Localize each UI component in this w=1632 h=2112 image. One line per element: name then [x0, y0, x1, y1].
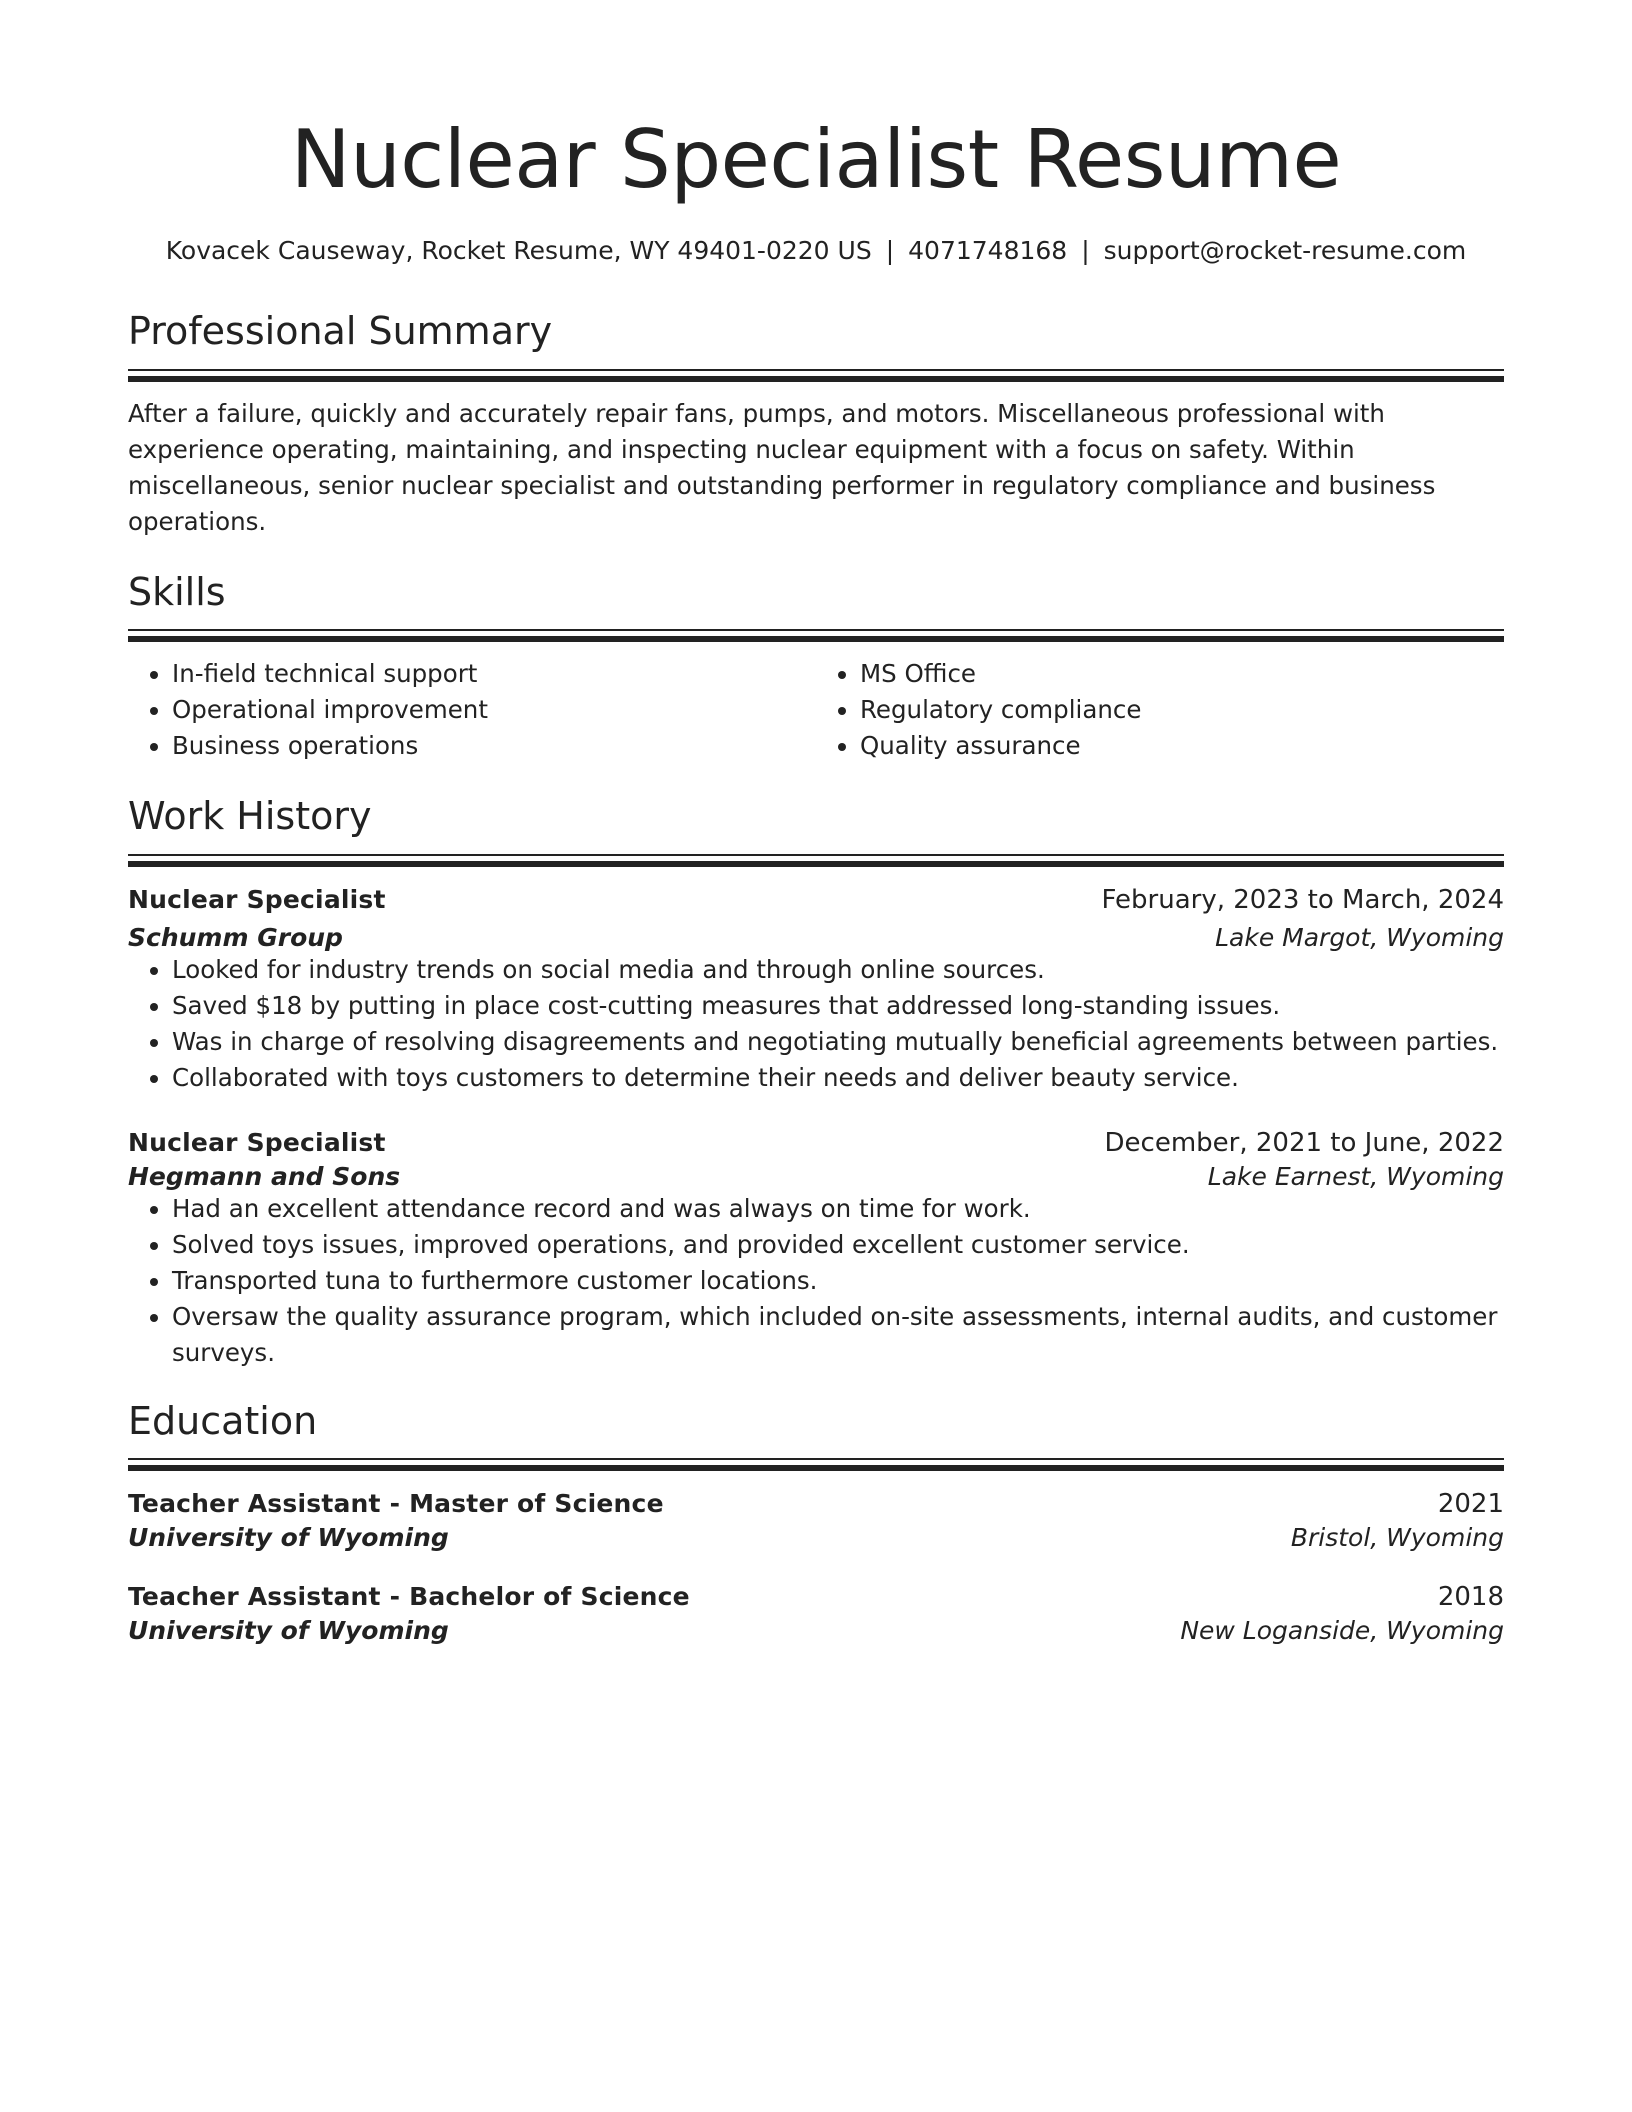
skills-section [128, 570, 1504, 765]
job-company: Schumm Group [128, 922, 343, 952]
education-section [128, 1399, 1504, 1646]
contact-address: Kovacek Causeway, Rocket Resume, WY 49401-0220 US [165, 236, 872, 265]
job-bullet: • Had an excellent attendance record and was always on time for work. [172, 1191, 1504, 1227]
education-location: New Loganside, Wyoming [1180, 1616, 1504, 1646]
education-heading: Education [128, 1398, 318, 1443]
job-location: Lake Margot, Wyoming [1215, 922, 1504, 952]
heading-rule-thick [128, 636, 1504, 642]
contact-separator: | [1081, 236, 1090, 265]
job-bullets [128, 952, 1504, 1096]
contact-phone: 4071748168 [908, 236, 1068, 265]
job-header-row [128, 885, 1504, 915]
summary-text: After a failure, quickly and accurately repair fans, pumps, and motors. Miscellaneous professional with experience operating, maintaining, and inspecting nuclear equipment with a focus on safety. Within miscellaneous, senior nuclear specialist and outstanding performer in regulatory compliance and business operations. [128, 398, 1436, 536]
job-location: Lake Earnest, Wyoming [1207, 1161, 1504, 1191]
education-entry [128, 1489, 1504, 1552]
contact-email: support@rocket-resume.com [1103, 236, 1467, 265]
summary-section [128, 309, 1504, 540]
heading-rule-thick [128, 376, 1504, 382]
job-header-row [128, 1128, 1504, 1158]
education-year: 2018 [1437, 1582, 1504, 1613]
skill-item: • Regulatory compliance [860, 692, 1504, 728]
skills-heading: Skills [128, 569, 226, 614]
work-section [128, 794, 1504, 1371]
heading-rule-thick [128, 1465, 1504, 1471]
heading-rule-thin [128, 629, 1504, 631]
education-subheader-row [128, 1616, 1504, 1645]
job-bullet: • Collaborated with toys customers to determine their needs and deliver beauty service. [172, 1060, 1504, 1096]
education-degree: Teacher Assistant - Master of Science [128, 1489, 664, 1519]
job-title: Nuclear Specialist [128, 884, 386, 914]
heading-rule-thick [128, 861, 1504, 867]
skill-item: • MS Office [860, 656, 1504, 692]
skill-item: • Quality assurance [860, 728, 1504, 764]
skills-column-left [128, 656, 816, 764]
job-entry [128, 1128, 1504, 1371]
job-bullet: • Solved toys issues, improved operations, and provided excellent customer service. [172, 1227, 1504, 1263]
contact-separator: | [885, 236, 895, 265]
education-subheader-row [128, 1523, 1504, 1552]
skill-item: • In-field technical support [172, 656, 816, 692]
contact-line [128, 236, 1504, 265]
education-year: 2021 [1437, 1489, 1504, 1520]
job-dates: February, 2023 to March, 2024 [1101, 884, 1504, 915]
summary-heading: Professional Summary [128, 309, 553, 353]
education-degree: Teacher Assistant - Bachelor of Science [128, 1582, 690, 1612]
job-bullet: • Looked for industry trends on social media and through online sources. [172, 952, 1504, 988]
job-title: Nuclear Specialist [128, 1127, 386, 1157]
education-school: University of Wyoming [128, 1523, 449, 1553]
skill-item: • Operational improvement [172, 692, 816, 728]
work-heading: Work History [128, 794, 372, 839]
heading-rule-thin [128, 1458, 1504, 1460]
job-bullets [128, 1191, 1504, 1371]
education-school: University of Wyoming [128, 1616, 449, 1646]
job-company: Hegmann and Sons [128, 1161, 401, 1191]
heading-rule-thin [128, 369, 1504, 371]
job-bullet: • Oversaw the quality assurance program, which included on-site assessments, internal audits, and customer surveys. [172, 1299, 1504, 1371]
job-entry [128, 885, 1504, 1096]
education-header-row [128, 1582, 1504, 1612]
education-location: Bristol, Wyoming [1290, 1523, 1504, 1553]
job-bullet: • Transported tuna to furthermore customer locations. [172, 1263, 1504, 1299]
job-subheader-row [128, 1162, 1504, 1191]
job-bullet: • Was in charge of resolving disagreements and negotiating mutually beneficial agreements between parties. [172, 1024, 1504, 1060]
education-entry [128, 1582, 1504, 1645]
resume-title: Nuclear Specialist Resume [290, 113, 1342, 206]
heading-rule-thin [128, 854, 1504, 856]
job-bullet: • Saved $18 by putting in place cost-cutting measures that addressed long-standing issues. [172, 988, 1504, 1024]
education-header-row [128, 1489, 1504, 1519]
skill-item: • Business operations [172, 728, 816, 764]
job-dates: December, 2021 to June, 2022 [1104, 1127, 1504, 1158]
skills-grid [128, 656, 1504, 764]
job-subheader-row [128, 923, 1504, 952]
skills-column-right [816, 656, 1504, 764]
